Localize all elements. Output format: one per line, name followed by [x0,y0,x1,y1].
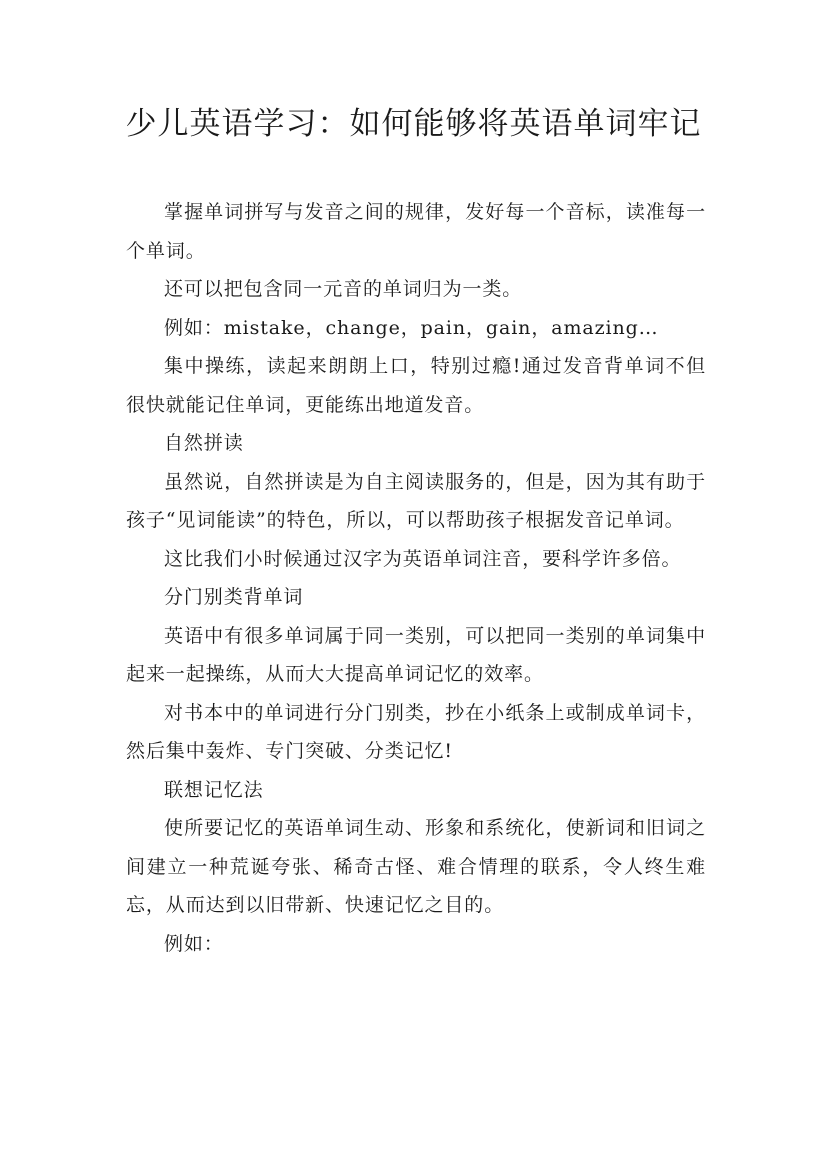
paragraph-phonics-comparison: 这比我们小时候通过汉字为英语单词注音，要科学许多倍。 [164,547,682,570]
paragraph-pronunciation-rules: 掌握单词拼写与发音之间的规律，发好每一个音标，读准每一个单词。 [126,201,706,262]
document-title: 少儿英语学习：如何能够将英语单词牢记 [125,106,702,142]
paragraph-association: 使所要记忆的英语单词生动、形象和系统化，使新词和旧词之间建立一种荒诞夸张、稀奇古怪、难合情理的联系，令人终生难忘，从而达到以旧带新、快速记忆之目的。 [126,817,706,916]
section-heading-association: 联想记忆法 [164,778,264,801]
paragraph-example-intro: 例如： [164,932,224,955]
paragraph-word-cards: 对书本中的单词进行分门别类，抄在小纸条上或制成单词卡，然后集中轰炸、专门突破、分类记忆! [126,701,706,762]
section-heading-phonics: 自然拼读 [164,432,244,454]
section-heading-categorize: 分门别类背单词 [164,586,304,608]
paragraph-example-words: 例如：mistake，change，pain，gain，amazing… [164,316,659,339]
paragraph-categories: 英语中有很多单词属于同一类别，可以把同一类别的单词集中起来一起操练，从而大大提高单词记忆的效率。 [126,624,706,685]
document-body [126,193,706,963]
paragraph-vowel-grouping: 还可以把包含同一元音的单词归为一类。 [164,278,523,300]
paragraph-phonics: 虽然说，自然拼读是为自主阅读服务的，但是，因为其有助于孩子“见词能读”的特色，所以，可以帮助孩子根据发音记单词。 [126,470,706,531]
paragraph-focused-practice: 集中操练，读起来朗朗上口，特别过瘾!通过发音背单词不但很快就能记住单词，更能练出地道发音。 [126,355,706,416]
